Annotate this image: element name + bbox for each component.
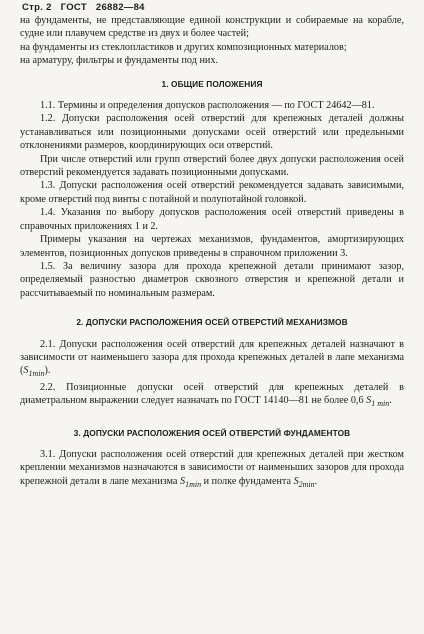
paragraph-3-1-text: 3.1. Допуски расположения осей отверстий для крепежных деталей при жестком креплении механизмов назначаются в зависимости от наименьших зазоров для прохода крепежной детали в лапе механизма xyxy=(20,449,404,487)
paragraph-1-2: 1.2. Допуски расположения осей отверстий для крепежных деталей должны устанавливаться или позиционными допусками осей отверстий или предельными отклонениями размеров, координирующих оси отверстий. xyxy=(20,113,404,152)
symbol-s: S xyxy=(293,475,299,487)
section-2-title: 2. ДОПУСКИ РАСПОЛОЖЕНИЯ ОСЕЙ ОТВЕРСТИЙ МЕХАНИЗМОВ xyxy=(76,317,348,328)
page-header xyxy=(22,2,151,13)
subscript-2min: 2min xyxy=(298,479,315,489)
paragraph-3-1-mid: и полке фундамента xyxy=(201,475,294,487)
subscript-1min: 1 min xyxy=(371,399,390,409)
standard-label: ГОСТ xyxy=(60,2,87,13)
scope-item: на фундаменты, не представляющие единой конструкции и собираемые на корабле, судне или плавучем средстве из двух и более частей; xyxy=(20,15,404,40)
paragraph-1-2-note: При числе отверстий или групп отверстий более двух допуски расположения осей отверстий рекомендуется задавать позиционными допусками. xyxy=(20,153,404,179)
subscript-1min: 1min xyxy=(185,479,202,489)
document-body xyxy=(20,14,404,491)
subscript-1min: 1min xyxy=(28,369,45,379)
paragraph-1-3: 1.3. Допуски расположения осей отверстий рекомендуется задавать зависимыми, кроме отверстий под винты с потайной и полупотайной головкой. xyxy=(20,180,404,205)
paragraph-2-1 xyxy=(20,338,404,381)
scope-item: на фундаменты из стеклопластиков и других композиционных материалов; xyxy=(20,41,347,53)
paragraph-2-2 xyxy=(20,381,404,411)
paragraph-1-5: 1.5. За величину зазора для прохода крепежной детали принимают зазор, определяемый разностью диаметров сквозного отверстия и крепежной детали и рассчитываемый по номинальным размерам. xyxy=(20,260,404,299)
scope-list xyxy=(20,14,404,68)
paragraph-2-2-end: . xyxy=(389,395,392,407)
symbol-s: S xyxy=(23,365,29,377)
section-3-title: 3. ДОПУСКИ РАСПОЛОЖЕНИЯ ОСЕЙ ОТВЕРСТИЙ ФУНДАМЕНТОВ xyxy=(73,427,351,438)
page-number: Стр. 2 xyxy=(22,2,52,13)
paragraph-3-1-end: . xyxy=(314,475,318,487)
standard-number: 26882—84 xyxy=(95,2,145,13)
paragraph-3-1 xyxy=(20,448,404,491)
symbol-s: S xyxy=(180,475,186,487)
paragraph-1-4-examples: Примеры указания на чертежах механизмов, фундаментов, амортизирующих элементов, позиционных допусков приведены в справочном приложении 3. xyxy=(20,234,404,259)
paragraph-1-4: 1.4. Указания по выбору допусков расположения осей отверстий приведены в справочных приложениях 1 и 2. xyxy=(20,207,404,232)
paragraph-2-2-text: 2.2. Позиционные допуски осей отверстий для крепежных деталей в диаметральном выражении следует назначать по ГОСТ 14140—81 не более 0,6 xyxy=(20,381,404,407)
paragraph-1-1: 1.1. Термины и определения допусков расположения — по ГОСТ 24642—81. xyxy=(40,100,375,112)
paragraph-2-1-text: 2.1. Допуски расположения осей отверстий для крепежных деталей назначают в зависимости от наименьшего зазора для прохода крепежных деталей в лапе механизма ( xyxy=(20,338,404,377)
paragraph-2-1-end: ). xyxy=(44,365,51,377)
symbol-s: S xyxy=(366,395,372,407)
scope-item: на арматуру, фильтры и фундаменты под них. xyxy=(20,55,218,67)
section-1-title: 1. ОБЩИЕ ПОЛОЖЕНИЯ xyxy=(161,78,263,89)
